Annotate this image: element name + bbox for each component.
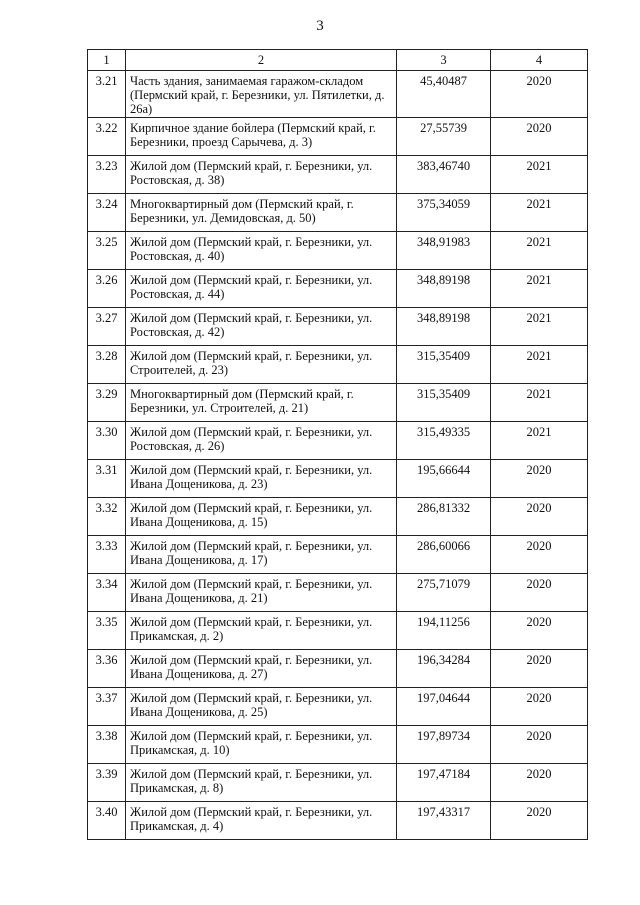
column-header-3: 3 (397, 50, 491, 71)
table-row (88, 308, 588, 346)
row-number-cell: 3.21 (88, 71, 126, 118)
row-number-cell: 3.35 (88, 612, 126, 650)
column-header-4: 4 (491, 50, 588, 71)
object-name-cell: Жилой дом (Пермский край, г. Березники, ул. Прикамская, д. 10) (126, 726, 397, 764)
row-number-cell: 3.39 (88, 764, 126, 802)
value-cell: 286,81332 (397, 498, 491, 536)
table-header-row (88, 50, 588, 71)
object-name-cell: Жилой дом (Пермский край, г. Березники, ул. Прикамская, д. 8) (126, 764, 397, 802)
year-cell: 2020 (491, 118, 588, 156)
value-cell: 45,40487 (397, 71, 491, 118)
value-cell: 375,34059 (397, 194, 491, 232)
value-cell: 195,66644 (397, 460, 491, 498)
object-name-cell: Часть здания, занимаемая гаражом-складом (Пермский край, г. Березники, ул. Пятилетки, д. 26а) (126, 71, 397, 118)
object-name-cell: Жилой дом (Пермский край, г. Березники, ул. Ивана Дощеникова, д. 17) (126, 536, 397, 574)
table-row (88, 422, 588, 460)
value-cell: 194,11256 (397, 612, 491, 650)
value-cell: 197,47184 (397, 764, 491, 802)
object-name-cell: Жилой дом (Пермский край, г. Березники, ул. Ивана Дощеникова, д. 15) (126, 498, 397, 536)
row-number-cell: 3.26 (88, 270, 126, 308)
table-row (88, 612, 588, 650)
value-cell: 383,46740 (397, 156, 491, 194)
year-cell: 2020 (491, 574, 588, 612)
value-cell: 197,89734 (397, 726, 491, 764)
object-name-cell: Жилой дом (Пермский край, г. Березники, ул. Ростовская, д. 44) (126, 270, 397, 308)
column-header-1: 1 (88, 50, 126, 71)
table-row (88, 536, 588, 574)
year-cell: 2021 (491, 232, 588, 270)
row-number-cell: 3.40 (88, 802, 126, 840)
value-cell: 348,89198 (397, 270, 491, 308)
value-cell: 348,91983 (397, 232, 491, 270)
year-cell: 2021 (491, 156, 588, 194)
object-name-cell: Жилой дом (Пермский край, г. Березники, ул. Ростовская, д. 40) (126, 232, 397, 270)
object-name-cell: Жилой дом (Пермский край, г. Березники, ул. Ивана Дощеникова, д. 27) (126, 650, 397, 688)
value-cell: 315,35409 (397, 346, 491, 384)
table-row (88, 232, 588, 270)
row-number-cell: 3.24 (88, 194, 126, 232)
year-cell: 2020 (491, 764, 588, 802)
year-cell: 2020 (491, 536, 588, 574)
object-name-cell: Жилой дом (Пермский край, г. Березники, ул. Ивана Дощеникова, д. 25) (126, 688, 397, 726)
year-cell: 2020 (491, 688, 588, 726)
year-cell: 2020 (491, 460, 588, 498)
value-cell: 27,55739 (397, 118, 491, 156)
value-cell: 315,49335 (397, 422, 491, 460)
table-row (88, 574, 588, 612)
value-cell: 275,71079 (397, 574, 491, 612)
table-row (88, 764, 588, 802)
row-number-cell: 3.31 (88, 460, 126, 498)
year-cell: 2021 (491, 270, 588, 308)
table-body (88, 71, 588, 840)
value-cell: 197,04644 (397, 688, 491, 726)
value-cell: 286,60066 (397, 536, 491, 574)
year-cell: 2021 (491, 422, 588, 460)
table-row (88, 270, 588, 308)
table-row (88, 650, 588, 688)
row-number-cell: 3.29 (88, 384, 126, 422)
page-number: 3 (316, 18, 324, 34)
year-cell: 2020 (491, 726, 588, 764)
year-cell: 2020 (491, 650, 588, 688)
table-row (88, 802, 588, 840)
table-row (88, 71, 588, 118)
row-number-cell: 3.36 (88, 650, 126, 688)
year-cell: 2020 (491, 802, 588, 840)
table-row (88, 194, 588, 232)
year-cell: 2021 (491, 384, 588, 422)
object-name-cell: Многоквартирный дом (Пермский край, г. Березники, ул. Строителей, д. 21) (126, 384, 397, 422)
row-number-cell: 3.37 (88, 688, 126, 726)
table-row (88, 346, 588, 384)
table-row (88, 498, 588, 536)
object-name-cell: Жилой дом (Пермский край, г. Березники, ул. Ростовская, д. 38) (126, 156, 397, 194)
year-cell: 2021 (491, 194, 588, 232)
objects-table (87, 49, 588, 840)
object-name-cell: Жилой дом (Пермский край, г. Березники, ул. Ростовская, д. 26) (126, 422, 397, 460)
year-cell: 2020 (491, 498, 588, 536)
table-row (88, 460, 588, 498)
table-row (88, 726, 588, 764)
row-number-cell: 3.22 (88, 118, 126, 156)
row-number-cell: 3.25 (88, 232, 126, 270)
row-number-cell: 3.38 (88, 726, 126, 764)
value-cell: 315,35409 (397, 384, 491, 422)
row-number-cell: 3.28 (88, 346, 126, 384)
object-name-cell: Жилой дом (Пермский край, г. Березники, ул. Строителей, д. 23) (126, 346, 397, 384)
object-name-cell: Жилой дом (Пермский край, г. Березники, ул. Ростовская, д. 42) (126, 308, 397, 346)
row-number-cell: 3.30 (88, 422, 126, 460)
row-number-cell: 3.34 (88, 574, 126, 612)
object-name-cell: Жилой дом (Пермский край, г. Березники, ул. Прикамская, д. 4) (126, 802, 397, 840)
row-number-cell: 3.33 (88, 536, 126, 574)
object-name-cell: Жилой дом (Пермский край, г. Березники, ул. Прикамская, д. 2) (126, 612, 397, 650)
object-name-cell: Многоквартирный дом (Пермский край, г. Березники, ул. Демидовская, д. 50) (126, 194, 397, 232)
year-cell: 2021 (491, 346, 588, 384)
object-name-cell: Кирпичное здание бойлера (Пермский край, г. Березники, проезд Сарычева, д. 3) (126, 118, 397, 156)
value-cell: 197,43317 (397, 802, 491, 840)
value-cell: 196,34284 (397, 650, 491, 688)
object-name-cell: Жилой дом (Пермский край, г. Березники, ул. Ивана Дощеникова, д. 23) (126, 460, 397, 498)
table-row (88, 688, 588, 726)
column-header-2: 2 (126, 50, 397, 71)
table-row (88, 384, 588, 422)
year-cell: 2020 (491, 71, 588, 118)
table-row (88, 156, 588, 194)
year-cell: 2021 (491, 308, 588, 346)
year-cell: 2020 (491, 612, 588, 650)
object-name-cell: Жилой дом (Пермский край, г. Березники, ул. Ивана Дощеникова, д. 21) (126, 574, 397, 612)
row-number-cell: 3.27 (88, 308, 126, 346)
table-row (88, 118, 588, 156)
row-number-cell: 3.23 (88, 156, 126, 194)
row-number-cell: 3.32 (88, 498, 126, 536)
value-cell: 348,89198 (397, 308, 491, 346)
